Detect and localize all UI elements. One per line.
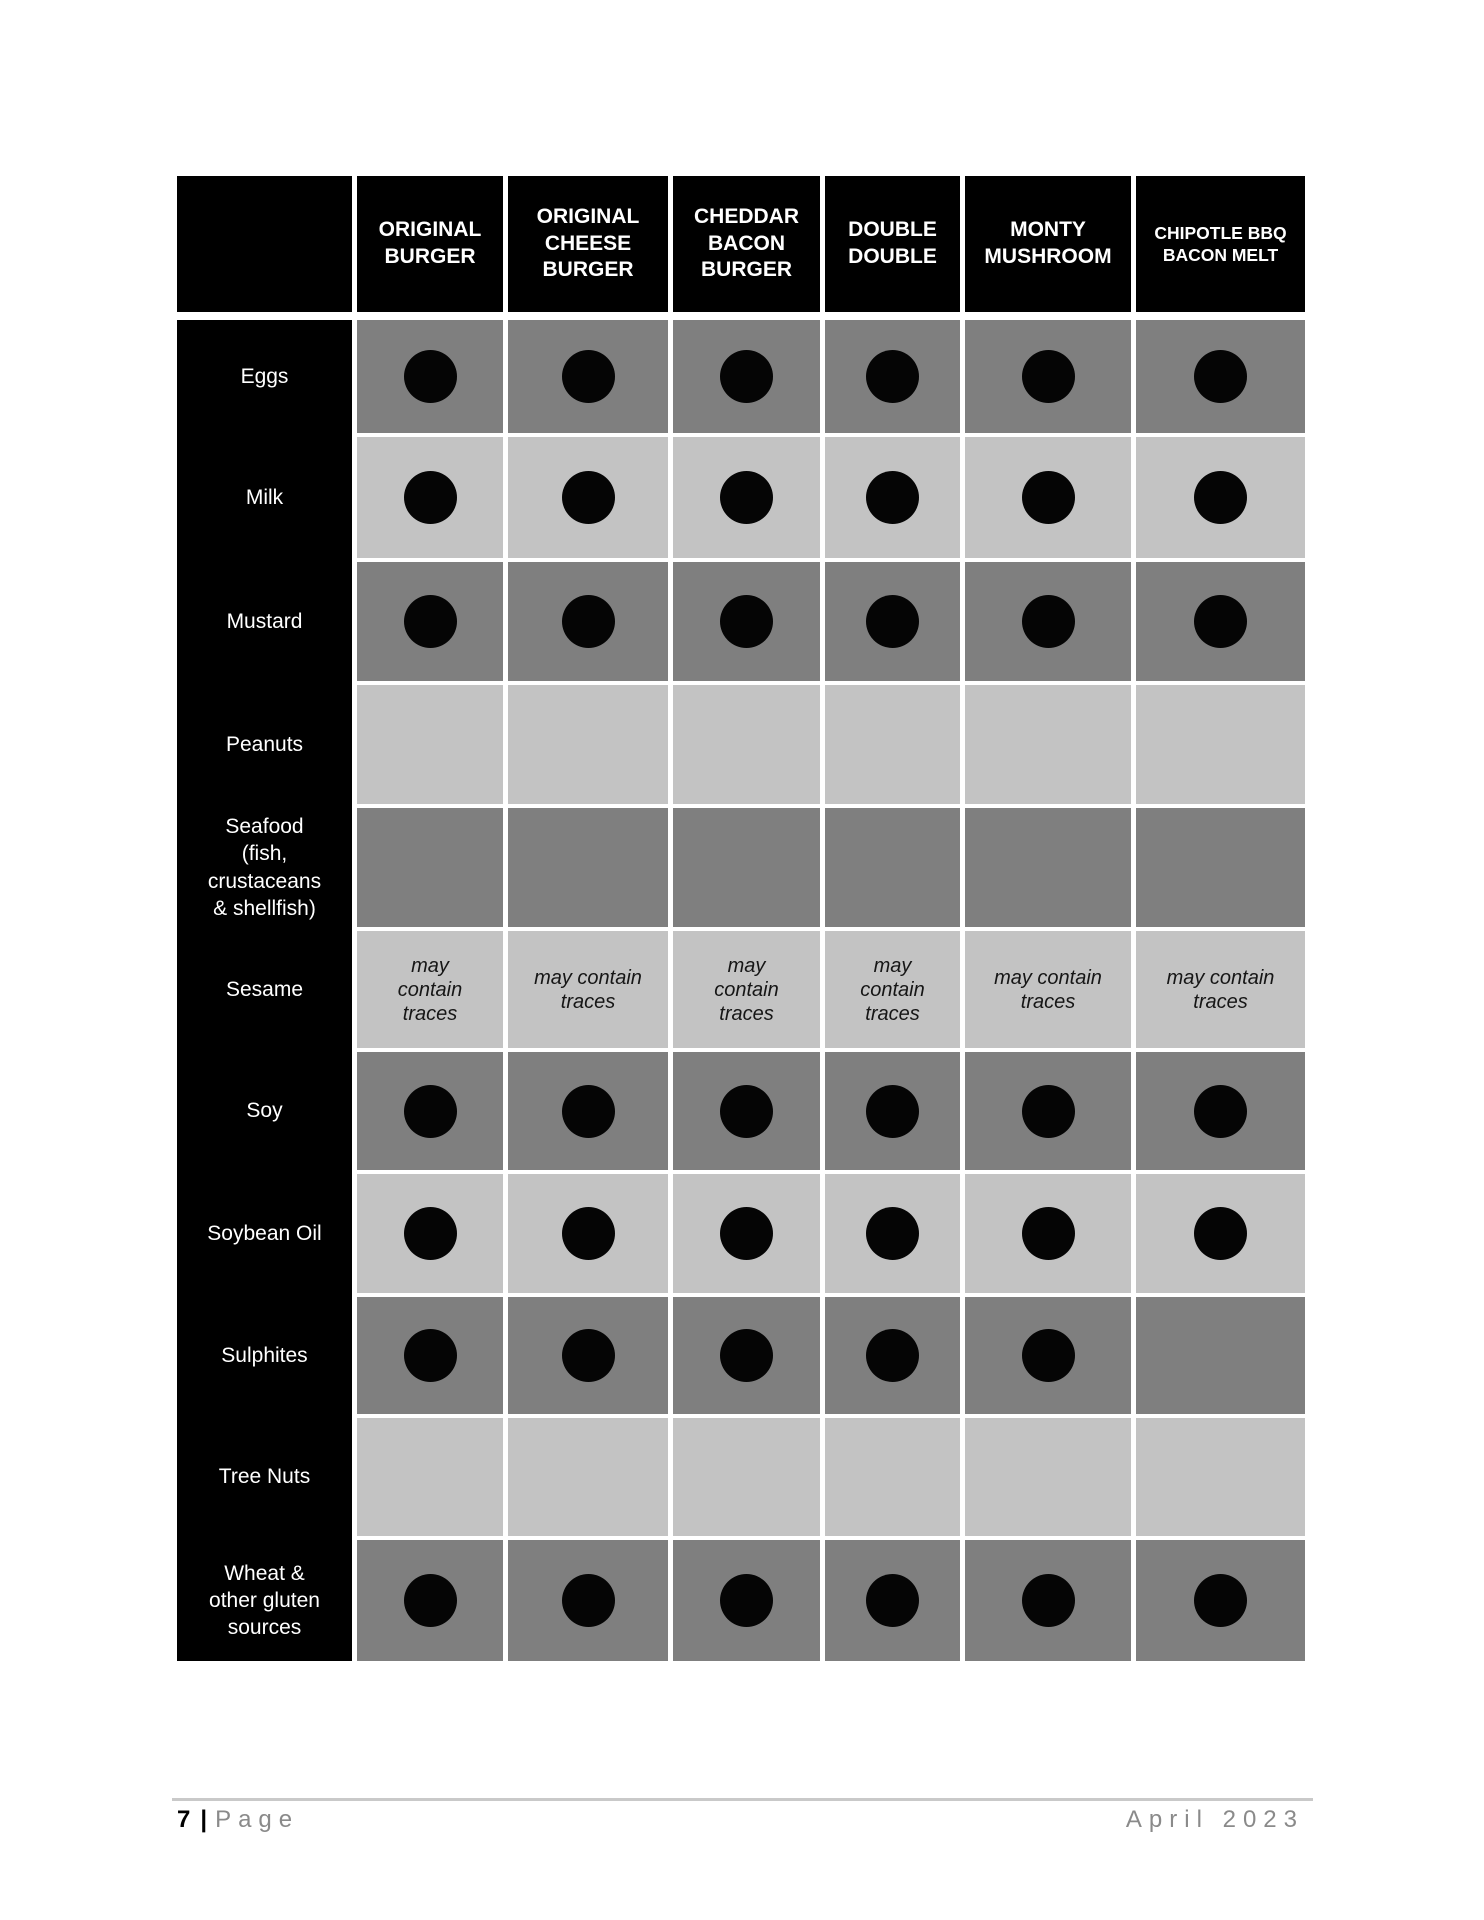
table-cell xyxy=(508,808,668,927)
table-cell xyxy=(508,931,668,1048)
table-cell xyxy=(825,1418,960,1536)
allergen-dot xyxy=(720,1207,773,1260)
may-contain-traces-text: may contain traces xyxy=(1166,966,1275,1013)
allergen-dot xyxy=(1194,1085,1247,1138)
allergen-dot xyxy=(404,1574,457,1627)
allergen-dot xyxy=(866,595,919,648)
table-cell xyxy=(508,562,668,681)
table-cell xyxy=(673,1418,820,1536)
allergen-dot xyxy=(562,1574,615,1627)
row-label: Eggs xyxy=(240,364,289,388)
table-cell xyxy=(965,320,1131,433)
table-cell xyxy=(508,1174,668,1293)
table-cell xyxy=(508,685,668,804)
allergen-dot xyxy=(404,1085,457,1138)
may-contain-traces-text: may contain traces xyxy=(714,954,779,1025)
allergen-dot xyxy=(1022,471,1075,524)
table-cell xyxy=(1136,1174,1305,1293)
table-cell xyxy=(357,320,503,433)
allergen-dot xyxy=(1194,1207,1247,1260)
row-label: Tree Nuts xyxy=(218,1465,311,1489)
table-cell xyxy=(1136,685,1305,804)
table-cell xyxy=(1136,562,1305,681)
table-cell xyxy=(965,1418,1131,1536)
table-row xyxy=(177,437,1305,558)
allergen-dot xyxy=(404,595,457,648)
may-contain-traces-text: may contain traces xyxy=(994,966,1102,1013)
column-header: ORIGINAL BURGER xyxy=(357,176,503,312)
table-cell xyxy=(1136,320,1305,433)
table-cell xyxy=(357,1297,503,1414)
table-cell xyxy=(825,1297,960,1414)
may-contain-traces-text: may contain traces xyxy=(397,954,463,1025)
column-header: CHEDDAR BACON BURGER xyxy=(673,176,820,312)
allergen-dot xyxy=(720,350,773,403)
allergen-dot xyxy=(1022,1329,1075,1382)
table-cell xyxy=(357,1052,503,1170)
allergen-dot xyxy=(404,1207,457,1260)
allergen-dot xyxy=(720,595,773,648)
page-word: Page xyxy=(215,1806,300,1833)
table-cell xyxy=(965,808,1131,927)
table-cell xyxy=(965,685,1131,804)
row-label: Sulphites xyxy=(221,1343,308,1367)
row-label: Seafood (fish, crustaceans & shellfish) xyxy=(207,814,322,920)
table-cell xyxy=(825,1174,960,1293)
allergen-table xyxy=(177,176,1305,1661)
table-row xyxy=(177,685,1305,804)
footer-separator: | xyxy=(200,1806,208,1833)
allergen-dot xyxy=(1194,350,1247,403)
allergen-dot xyxy=(1194,471,1247,524)
table-cell xyxy=(357,1418,503,1536)
table-row xyxy=(177,1540,1305,1661)
table-cell xyxy=(965,931,1131,1048)
table-cell xyxy=(825,437,960,558)
table-cell xyxy=(673,1540,820,1661)
allergen-dot xyxy=(404,350,457,403)
allergen-dot xyxy=(562,1329,615,1382)
table-cell xyxy=(825,931,960,1048)
table-cell xyxy=(508,437,668,558)
column-header: ORIGINAL CHEESE BURGER xyxy=(508,176,668,312)
footer-page-indicator xyxy=(177,1806,299,1834)
table-cell xyxy=(673,1297,820,1414)
allergen-dot xyxy=(404,1329,457,1382)
table-cell xyxy=(357,437,503,558)
table-cell xyxy=(357,1540,503,1661)
table-cell xyxy=(673,808,820,927)
table-cell xyxy=(673,1052,820,1170)
allergen-dot xyxy=(562,1207,615,1260)
table-row xyxy=(177,1418,1305,1536)
table-cell xyxy=(965,562,1131,681)
row-label: Milk xyxy=(245,485,284,509)
allergen-dot xyxy=(720,1085,773,1138)
footer-divider xyxy=(172,1798,1313,1801)
may-contain-traces-text: may contain traces xyxy=(534,966,642,1013)
table-row xyxy=(177,1297,1305,1414)
table-cell xyxy=(673,437,820,558)
table-row xyxy=(177,1052,1305,1170)
allergen-dot xyxy=(1022,1574,1075,1627)
allergen-dot xyxy=(1022,1207,1075,1260)
footer-date: April 2023 xyxy=(1125,1806,1304,1833)
table-cell xyxy=(357,562,503,681)
table-cell xyxy=(965,1540,1131,1661)
table-cell xyxy=(673,320,820,433)
table-cell xyxy=(508,1297,668,1414)
allergen-dot xyxy=(1022,1085,1075,1138)
table-row xyxy=(177,808,1305,927)
table-cell xyxy=(1136,1418,1305,1536)
allergen-dot xyxy=(866,350,919,403)
table-cell xyxy=(673,1174,820,1293)
allergen-dot xyxy=(720,471,773,524)
allergen-dot xyxy=(866,1085,919,1138)
allergen-dot xyxy=(404,471,457,524)
allergen-dot xyxy=(1022,350,1075,403)
allergen-dot xyxy=(720,1329,773,1382)
table-cell xyxy=(357,1174,503,1293)
table-cell xyxy=(1136,1052,1305,1170)
table-cell xyxy=(673,931,820,1048)
row-label: Soy xyxy=(246,1099,283,1123)
allergen-dot xyxy=(1194,595,1247,648)
allergen-dot xyxy=(562,471,615,524)
table-row xyxy=(177,931,1305,1048)
allergen-dot xyxy=(866,1207,919,1260)
table-cell xyxy=(965,1297,1131,1414)
allergen-dot xyxy=(1194,1574,1247,1627)
row-label: Peanuts xyxy=(225,732,304,756)
table-cell xyxy=(1136,437,1305,558)
table-row xyxy=(177,320,1305,433)
row-label: Wheat & other gluten sources xyxy=(209,1561,320,1640)
allergen-dot xyxy=(1022,595,1075,648)
table-cell xyxy=(508,1052,668,1170)
row-label: Mustard xyxy=(226,609,303,633)
table-cell xyxy=(1136,931,1305,1048)
table-cell xyxy=(508,1540,668,1661)
table-cell xyxy=(825,320,960,433)
table-cell xyxy=(357,685,503,804)
table-row xyxy=(177,562,1305,681)
table-cell xyxy=(825,562,960,681)
allergen-dot xyxy=(562,350,615,403)
table-cell xyxy=(673,562,820,681)
table-cell xyxy=(673,685,820,804)
table-cell xyxy=(965,1052,1131,1170)
table-cell xyxy=(357,931,503,1048)
table-corner-cell xyxy=(177,176,352,312)
allergen-dot xyxy=(866,1574,919,1627)
column-header: DOUBLE DOUBLE xyxy=(825,176,960,312)
column-header: MONTY MUSHROOM xyxy=(965,176,1131,312)
table-header-row xyxy=(177,176,1305,312)
table-cell xyxy=(825,1540,960,1661)
allergen-dot xyxy=(866,1329,919,1382)
may-contain-traces-text: may contain traces xyxy=(860,954,925,1025)
table-cell xyxy=(825,808,960,927)
table-cell xyxy=(825,1052,960,1170)
allergen-dot xyxy=(562,1085,615,1138)
table-cell xyxy=(357,808,503,927)
table-cell xyxy=(825,685,960,804)
table-body xyxy=(177,320,1305,1661)
table-row xyxy=(177,1174,1305,1293)
allergen-dot xyxy=(562,595,615,648)
row-label: Sesame xyxy=(225,977,304,1001)
allergen-dot xyxy=(720,1574,773,1627)
column-header: CHIPOTLE BBQ BACON MELT xyxy=(1136,176,1305,312)
table-cell xyxy=(965,437,1131,558)
table-cell xyxy=(1136,808,1305,927)
row-label: Soybean Oil xyxy=(207,1221,322,1245)
table-cell xyxy=(965,1174,1131,1293)
allergen-dot xyxy=(866,471,919,524)
table-cell xyxy=(508,1418,668,1536)
table-cell xyxy=(1136,1297,1305,1414)
table-cell xyxy=(1136,1540,1305,1661)
page-number: 7 xyxy=(177,1806,191,1833)
table-cell xyxy=(508,320,668,433)
